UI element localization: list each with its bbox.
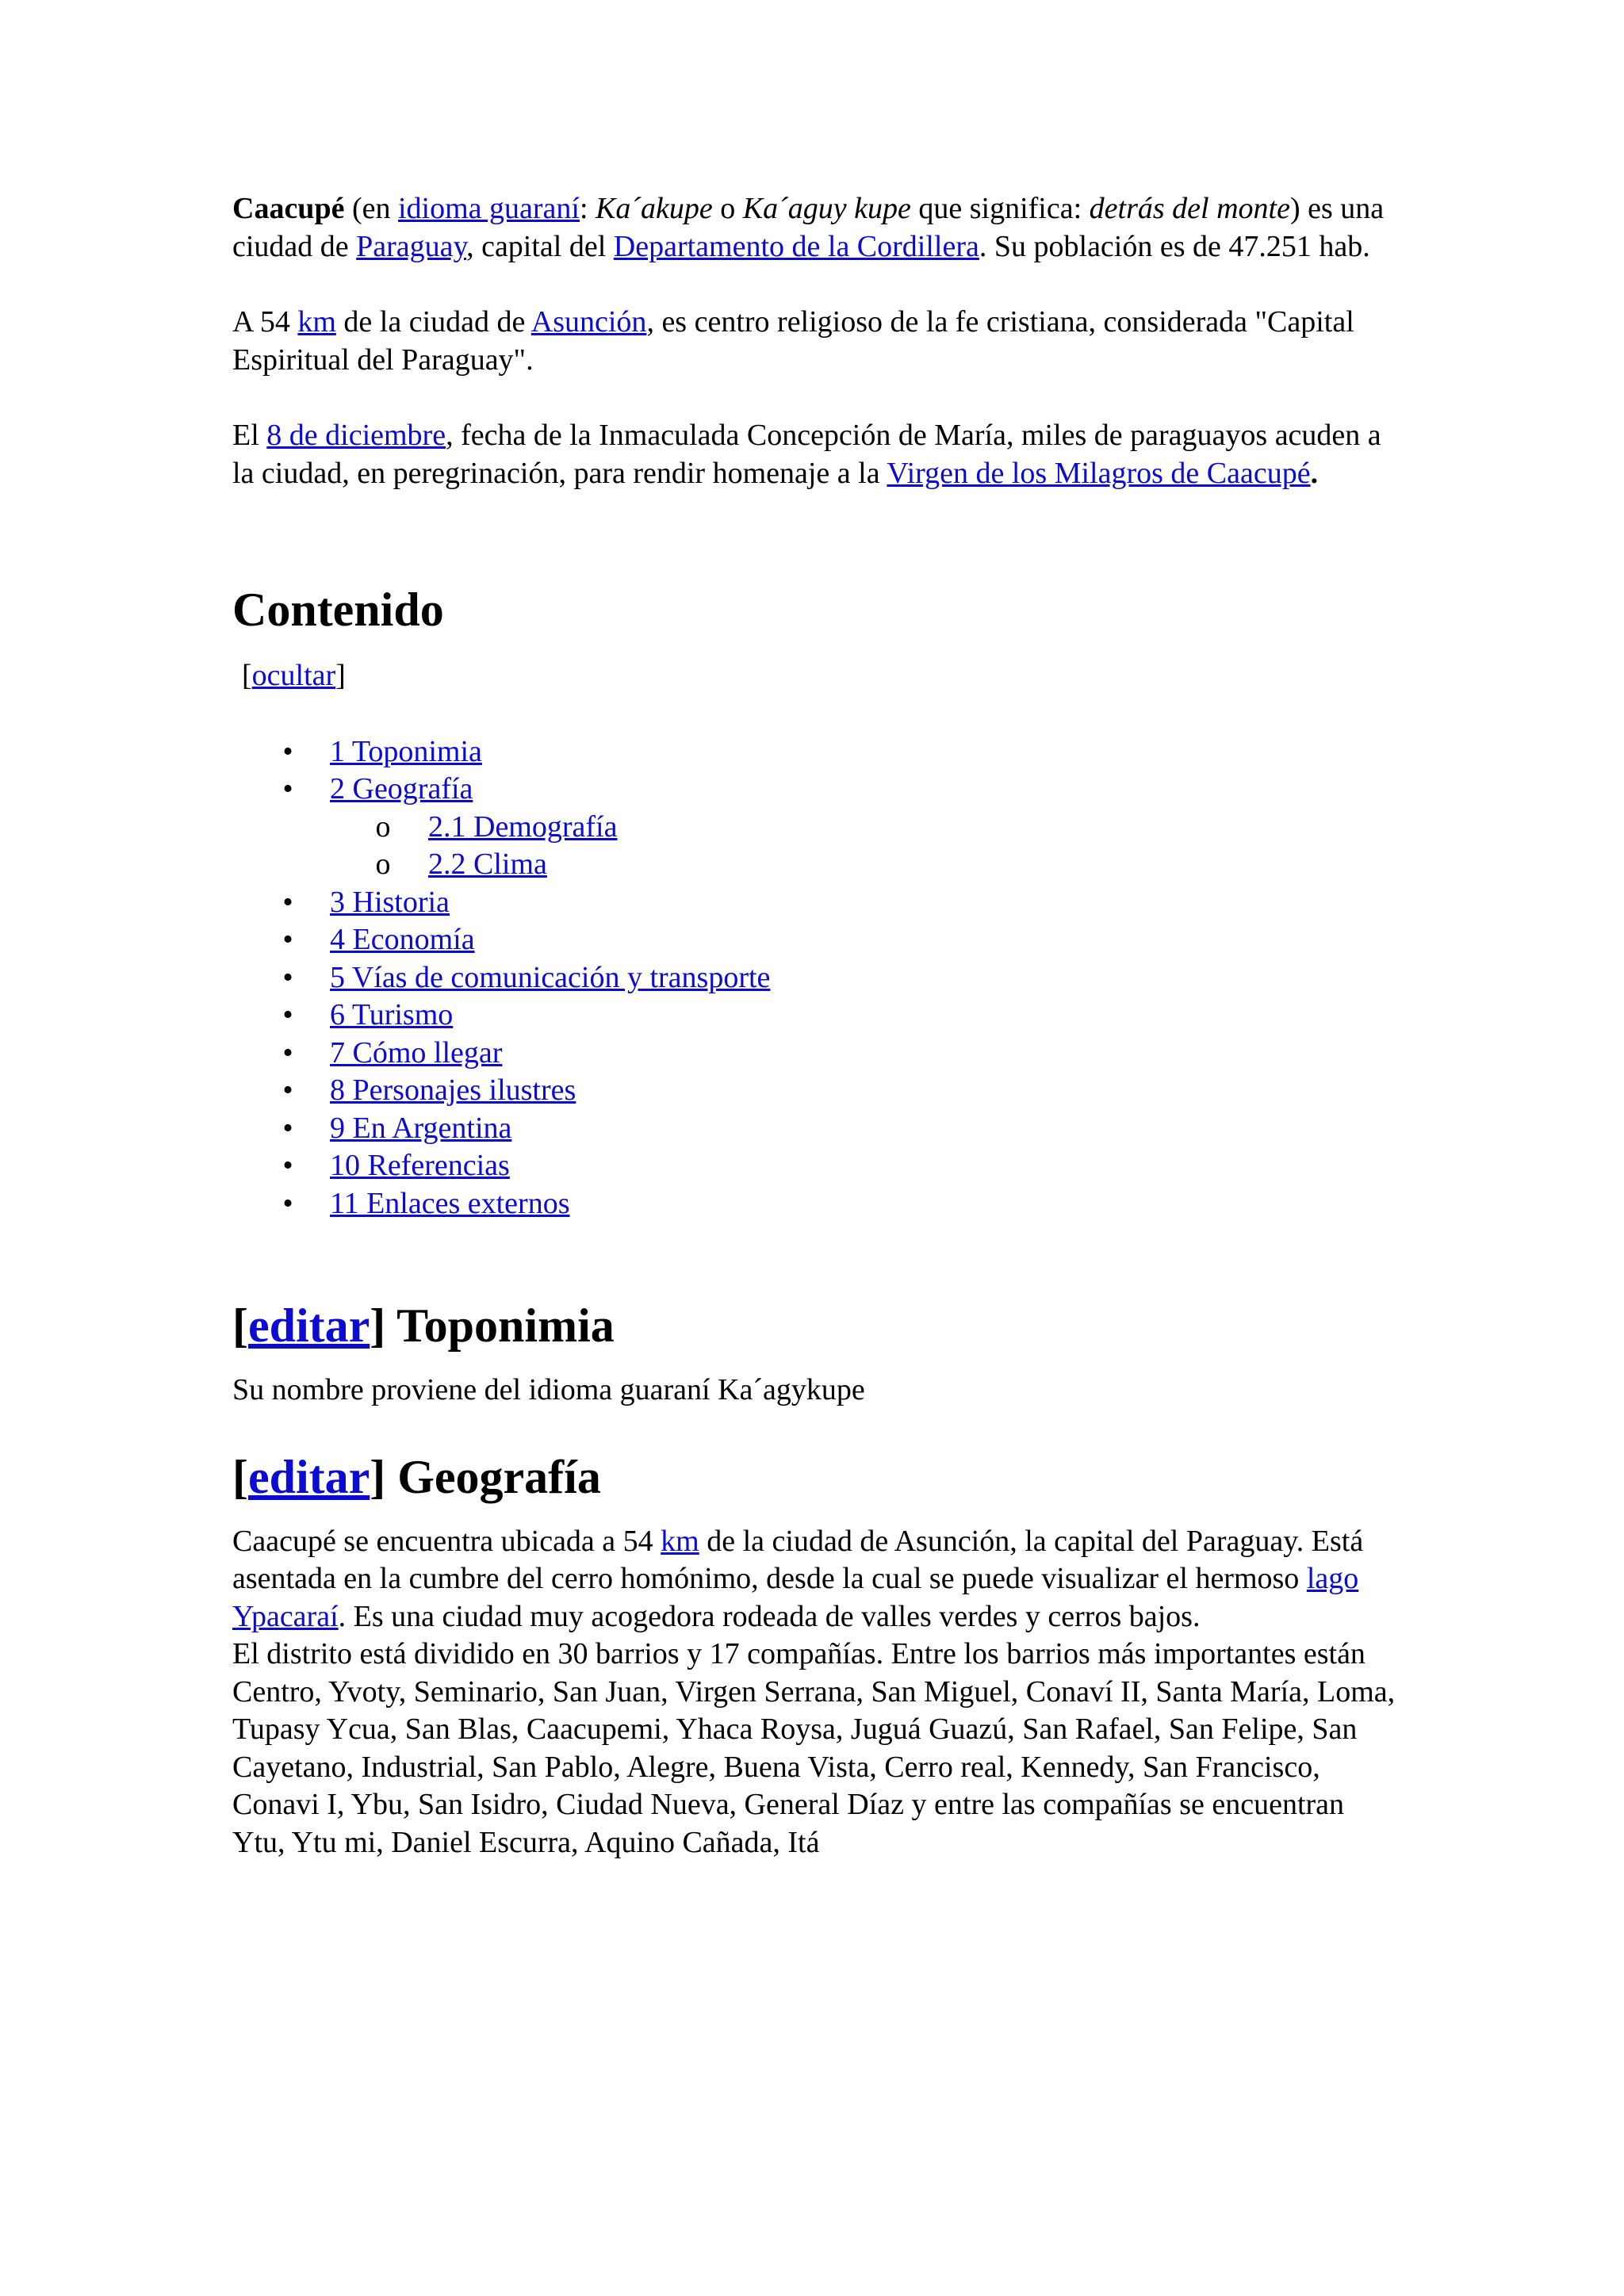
geografia-paragraph [232, 1523, 1398, 1862]
bullet-icon: • [282, 1073, 293, 1107]
text-fragment: , fecha de la Inmaculada Concepción de María, miles de paraguayos acuden a la ciudad, en peregrinación, para rendir homenaje a la [232, 419, 1381, 490]
toc-title: Contenido [232, 584, 444, 636]
article-subject: Caacupé [232, 192, 345, 225]
toc-item [232, 1035, 1398, 1073]
text-fragment: de la ciudad de Asunción, la capital del Paraguay. Está asentada en la cumbre del cerro homónimo, desde la cual se puede visualizar el hermoso [232, 1524, 1364, 1595]
toc-link-geografia[interactable]: 2 Geografía [330, 772, 473, 806]
toc-link-economia[interactable]: 4 Economía [330, 923, 475, 956]
text-fragment: o [712, 192, 743, 225]
toc-link-referencias[interactable]: 10 Referencias [330, 1149, 510, 1182]
toc-item [232, 1185, 1398, 1223]
link-km[interactable]: km [297, 305, 336, 339]
bullet-icon: • [282, 885, 293, 919]
bracket: ] [370, 1450, 386, 1503]
toc-link-como-llegar[interactable]: 7 Cómo llegar [330, 1035, 503, 1070]
bracket: [ [242, 659, 252, 692]
guarani-name-1: Ka´akupe [596, 192, 713, 225]
bracket: [ [232, 1299, 248, 1352]
article-body [232, 190, 1398, 1900]
text-fragment: que significa: [910, 192, 1090, 225]
text-fragment: : [579, 192, 596, 225]
link-paraguay[interactable]: Paraguay [356, 229, 467, 263]
text-fragment: , es centro religioso de la fe cristiana, considerada "Capital Espiritual del Paraguay". [232, 305, 1354, 377]
bullet-icon: • [282, 1111, 293, 1145]
toc-hide-link[interactable]: ocultar [251, 659, 336, 692]
link-idioma-guarani[interactable]: idioma guaraní [397, 192, 580, 225]
text-fragment: . Su población es de 47.251 hab. [979, 229, 1370, 263]
text-fragment: ) es una ciudad de [232, 192, 1385, 263]
section-title: Toponimia [385, 1299, 615, 1352]
circle-bullet-icon: o [375, 848, 391, 881]
toc-item [232, 1147, 1398, 1185]
text-fragment: El [232, 419, 267, 452]
section-title: Geografía [385, 1450, 601, 1503]
toc-item [232, 884, 1398, 922]
intro-paragraph-1 [232, 190, 1398, 266]
link-departamento-cordillera[interactable]: Departamento de la Cordillera [613, 229, 979, 263]
circle-bullet-icon: o [375, 809, 391, 844]
toc-link-enlaces-externos[interactable]: 11 Enlaces externos [330, 1186, 570, 1220]
toc-item [232, 1110, 1398, 1148]
edit-link-geografia[interactable]: editar [247, 1450, 370, 1503]
toc-link-personajes-ilustres[interactable]: 8 Personajes ilustres [330, 1073, 576, 1107]
intro-paragraph-2 [232, 304, 1398, 379]
toc-item [232, 771, 1398, 809]
toc-link-historia[interactable]: 3 Historia [330, 885, 450, 919]
barrios-text: El distrito está dividido en 30 barrios y 17 compañías. Entre los barrios más importantes están Centro, Yvoty, Seminario, San Juan, Virgen Serrana, San Miguel, Conaví II, Santa María, Loma, Tupasy Ycua, San Blas, Caacupemi, Yhaca Roysa, Juguá Guazú, San Rafael, San Felipe, San Cayetano, Industrial, San Pablo, Alegre, Buena Vista, Cerro real, Kennedy, San Francisco, Conavi I, Ybu, San Isidro, Ciudad Nueva, General Díaz y entre las compañías se encuentran Ytu, Ytu mi, Daniel Escurra, Aquino Cañada, Itá [232, 1637, 1396, 1859]
toponimia-paragraph: Su nombre proviene del idioma guaraní Ka´agykupe [232, 1373, 865, 1406]
name-meaning: detrás del monte [1089, 192, 1290, 225]
text-fragment: Caacupé se encuentra ubicada a 54 [232, 1524, 661, 1558]
toc-link-en-argentina[interactable]: 9 En Argentina [330, 1111, 512, 1145]
link-virgen-de-los-milagros[interactable]: Virgen de los Milagros de Caacupé [887, 456, 1311, 490]
bullet-icon: • [282, 1186, 293, 1220]
section-heading-toponimia [232, 1298, 1398, 1353]
bullet-icon: • [282, 1035, 293, 1070]
text-fragment: A 54 [232, 305, 298, 339]
toc-item [232, 997, 1398, 1035]
toc-link-clima[interactable]: 2.2 Clima [428, 848, 547, 881]
toc-subitem [232, 809, 1398, 847]
text-fragment: . Es una ciudad muy acogedora rodeada de valles verdes y cerros bajos. [338, 1599, 1201, 1633]
bullet-icon: • [282, 1149, 293, 1182]
toc-list [232, 733, 1398, 1223]
intro-paragraph-3 [232, 417, 1398, 492]
text-fragment: , capital del [466, 229, 614, 263]
toc-item [232, 921, 1398, 959]
bracket: [ [232, 1450, 248, 1503]
toc-link-vias-de-comunicacion[interactable]: 5 Vías de comunicación y transporte [330, 960, 771, 994]
edit-link-toponimia[interactable]: editar [247, 1299, 370, 1352]
toc-item [232, 959, 1398, 997]
toc-item [232, 1072, 1398, 1110]
toc-link-demografia[interactable]: 2.1 Demografía [428, 809, 618, 844]
toc-subitem [232, 846, 1398, 884]
link-lago-ypacarai[interactable]: lago Ypacaraí [232, 1562, 1359, 1633]
bullet-icon: • [282, 923, 293, 956]
bullet-icon: • [282, 772, 293, 806]
text-fragment: . [1310, 456, 1319, 490]
bracket: ] [335, 659, 346, 692]
guarani-name-2: Ka´aguy kupe [742, 192, 911, 225]
text-fragment: de la ciudad de [335, 305, 531, 339]
bullet-icon: • [282, 734, 293, 768]
text-fragment: (en [344, 192, 398, 225]
toc-link-turismo[interactable]: 6 Turismo [330, 998, 454, 1031]
bullet-icon: • [282, 960, 293, 994]
toc-link-toponimia[interactable]: 1 Toponimia [330, 734, 482, 768]
link-8-de-diciembre[interactable]: 8 de diciembre [266, 419, 446, 452]
link-km-geografia[interactable]: km [661, 1524, 699, 1558]
section-heading-geografia [232, 1449, 1398, 1505]
toc-toggle [242, 657, 1398, 695]
link-asuncion[interactable]: Asunción [530, 305, 647, 339]
bullet-icon: • [282, 998, 293, 1031]
toc-item [232, 733, 1398, 771]
bracket: ] [370, 1299, 386, 1352]
